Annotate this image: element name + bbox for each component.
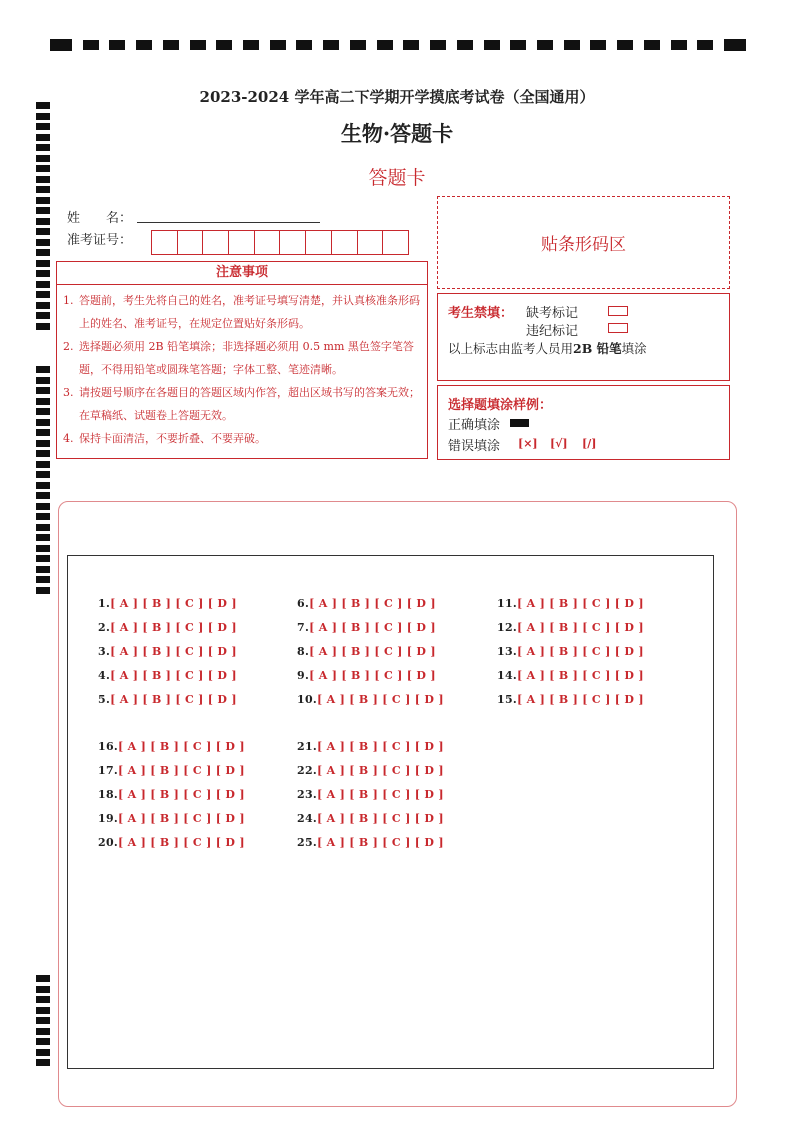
exam-number-digit-box[interactable] (254, 230, 281, 255)
exam-number-digit-box[interactable] (202, 230, 229, 255)
question-row[interactable]: 10.[ A ] [ B ] [ C ] [ D ] (297, 693, 444, 706)
question-row[interactable]: 21.[ A ] [ B ] [ C ] [ D ] (297, 740, 444, 753)
exam-number-digit-box[interactable] (305, 230, 332, 255)
question-row[interactable]: 14.[ A ] [ B ] [ C ] [ D ] (497, 669, 644, 682)
wrong-fill-sample-1: [×] (518, 437, 538, 450)
exam-number-boxes[interactable] (152, 230, 409, 255)
fill-sample-box (437, 385, 730, 460)
absent-mark-label: 缺考标记 (526, 306, 579, 321)
exam-number-digit-box[interactable] (228, 230, 255, 255)
question-row[interactable]: 25.[ A ] [ B ] [ C ] [ D ] (297, 836, 444, 849)
proctor-only-label: 考生禁填： (448, 306, 514, 321)
question-row[interactable]: 19.[ A ] [ B ] [ C ] [ D ] (98, 812, 245, 825)
notice-box (56, 261, 428, 459)
proctor-only-box (437, 293, 730, 381)
exam-number-digit-box[interactable] (357, 230, 384, 255)
notice-item: 1. 答题前，考生先将自己的姓名，准考证号填写清楚，并认真核准条形码上的姓名、准考证号，在规定位置贴好条形码。 (63, 294, 420, 330)
question-row[interactable]: 18.[ A ] [ B ] [ C ] [ D ] (98, 788, 245, 801)
question-row[interactable]: 23.[ A ] [ B ] [ C ] [ D ] (297, 788, 444, 801)
question-row[interactable]: 13.[ A ] [ B ] [ C ] [ D ] (497, 645, 644, 658)
exam-number-digit-box[interactable] (151, 230, 178, 255)
fill-sample-title: 选择题填涂样例： (448, 398, 553, 413)
question-row[interactable]: 7.[ A ] [ B ] [ C ] [ D ] (297, 621, 436, 634)
name-label: 姓 名： (67, 211, 133, 226)
question-row[interactable]: 9.[ A ] [ B ] [ C ] [ D ] (297, 669, 436, 682)
correct-fill-sample (510, 419, 529, 427)
question-row[interactable]: 1.[ A ] [ B ] [ C ] [ D ] (98, 597, 237, 610)
notice-item: 2. 选择题必须用 2B 铅笔填涂；非选择题必须用 0.5 mm 黑色签字笔答题，不得用铅笔或圆珠笔答题；字体工整、笔迹清晰。 (63, 340, 414, 376)
absent-mark-box[interactable] (608, 306, 628, 316)
left-timing-marks-bottom (36, 975, 50, 1066)
question-row[interactable]: 2.[ A ] [ B ] [ C ] [ D ] (98, 621, 237, 634)
wrong-fill-sample-3: [/] (582, 437, 597, 450)
wrong-fill-sample-2: [√] (550, 437, 568, 450)
question-row[interactable]: 15.[ A ] [ B ] [ C ] [ D ] (497, 693, 644, 706)
question-row[interactable]: 17.[ A ] [ B ] [ C ] [ D ] (98, 764, 245, 777)
question-row[interactable]: 16.[ A ] [ B ] [ C ] [ D ] (98, 740, 245, 753)
notice-item: 3. 请按题号顺序在各题目的答题区域内作答，超出区域书写的答案无效；在草稿纸、试题卷上答题无效。 (63, 386, 420, 422)
exam-number-digit-box[interactable] (279, 230, 306, 255)
question-row[interactable]: 11.[ A ] [ B ] [ C ] [ D ] (497, 597, 644, 610)
question-row[interactable]: 24.[ A ] [ B ] [ C ] [ D ] (297, 812, 444, 825)
question-row[interactable]: 20.[ A ] [ B ] [ C ] [ D ] (98, 836, 245, 849)
question-row[interactable]: 3.[ A ] [ B ] [ C ] [ D ] (98, 645, 237, 658)
left-timing-marks-middle (36, 366, 50, 594)
barcode-area (437, 196, 730, 289)
violation-mark-box[interactable] (608, 323, 628, 333)
question-row[interactable]: 12.[ A ] [ B ] [ C ] [ D ] (497, 621, 644, 634)
question-row[interactable]: 4.[ A ] [ B ] [ C ] [ D ] (98, 669, 237, 682)
notice-heading: 注意事项 (57, 262, 427, 285)
card-label: 答题卡 (368, 167, 426, 189)
notice-item: 4. 保持卡面清洁，不要折叠、不要弄破。 (63, 432, 266, 445)
question-row[interactable]: 8.[ A ] [ B ] [ C ] [ D ] (297, 645, 436, 658)
violation-mark-label: 违纪标记 (526, 324, 579, 339)
name-field[interactable] (137, 221, 320, 223)
top-timing-marks (50, 38, 746, 52)
exam-number-label: 准考证号： (67, 233, 133, 248)
question-row[interactable]: 5.[ A ] [ B ] [ C ] [ D ] (98, 693, 237, 706)
exam-number-digit-box[interactable] (331, 230, 358, 255)
wrong-fill-label: 错误填涂 (448, 439, 501, 454)
exam-number-digit-box[interactable] (177, 230, 204, 255)
exam-number-digit-box[interactable] (382, 230, 409, 255)
question-row[interactable]: 6.[ A ] [ B ] [ C ] [ D ] (297, 597, 436, 610)
subject-title: 生物·答题卡 (340, 121, 454, 146)
proctor-note: 以上标志由监考人员用2B 铅笔填涂 (448, 341, 647, 356)
question-row[interactable]: 22.[ A ] [ B ] [ C ] [ D ] (297, 764, 444, 777)
barcode-area-label: 贴条形码区 (541, 235, 626, 255)
correct-fill-label: 正确填涂 (448, 418, 501, 433)
exam-title: 2023-2024 学年高二下学期开学摸底考试卷（全国通用） (199, 88, 595, 106)
